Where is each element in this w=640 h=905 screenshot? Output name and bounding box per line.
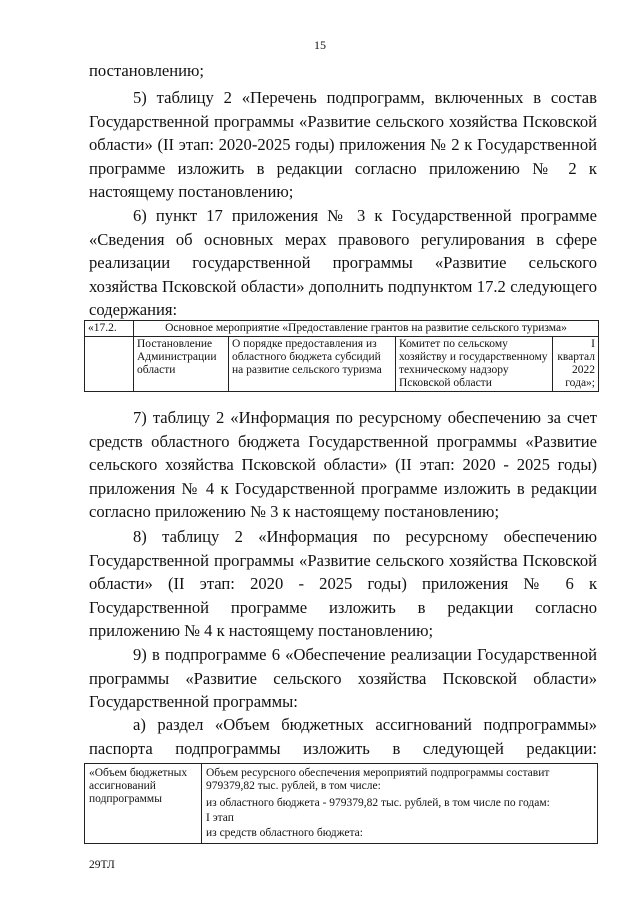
- paragraph-item-7: 7) таблицу 2 «Информация по ресурсному обеспечению за счет средств областного бюджета Государственной программы «Развитие сельского хозяйства Псковской области» (II этап: 2020 - 2025 годы) приложения № 4 к Государственной программе изложить в редакции согласно приложению № 3 к настоящему постановлению;: [89, 408, 597, 521]
- budget-table: [84, 763, 598, 844]
- paragraph-item-9: 9) в подпрограмме 6 «Обеспечение реализации Государственной программы «Развитие сельского хозяйства Псковской области» Государственной программы:: [89, 645, 597, 711]
- budget-source-line: из средств областного бюджета:: [206, 827, 363, 839]
- table-row: [85, 321, 599, 337]
- footer-code: 29ТЛ: [89, 859, 115, 871]
- act-subject-cell: О порядке предоставления из областного бюджета субсидий на развитие сельского туризма: [229, 337, 396, 392]
- paragraph-item-6: 6) пункт 17 приложения № 3 к Государственной программе «Сведения об основных мерах правового регулирования в сфере реализации государственной программы «Развитие сельского хозяйства Псковской области» дополнить подпунктом 17.2 следующего содержания:: [89, 206, 597, 319]
- paragraph-item-8: 8) таблицу 2 «Информация по ресурсному обеспечению Государственной программы «Развитие сельского хозяйства Псковской области» (II этап: 2020 - 2025 годы) приложения № 6 к Государственной программе изложить в редакции согласно приложению № 4 к настоящему постановлению;: [89, 527, 597, 640]
- table-row: [85, 337, 599, 392]
- page-number: 15: [314, 38, 326, 52]
- main-event-header-cell: Основное мероприятие «Предоставление грантов на развитие сельского туризма»: [134, 321, 599, 337]
- act-type-cell: Постановление Администрации области: [134, 337, 229, 392]
- paragraph-item-5: 5) таблицу 2 «Перечень подпрограмм, включенных в состав Государственной программы «Развитие сельского хозяйства Псковской области» (II этап: 2020-2025 годы) приложения № 2 к Государственной программе изложить в редакции согласно приложению № 2 к настоящему постановлению;: [89, 88, 597, 201]
- budget-stage-line: I этап: [206, 812, 234, 824]
- empty-cell: [85, 337, 134, 392]
- executor-cell: Комитет по сельскому хозяйству и государственному техническому надзору Псковской области: [396, 337, 553, 392]
- budget-content-cell: [202, 764, 598, 844]
- budget-total-line: Объем ресурсного обеспечения мероприятий подпрограммы составит 979379,82 тыс. рублей, в том числе:: [206, 767, 550, 792]
- budget-label-cell: «Объем бюджетных ассигнований подпрограммы: [85, 764, 202, 844]
- paragraph-continuation: постановлению;: [89, 61, 204, 80]
- deadline-cell: I квартал 2022 года»;: [553, 337, 599, 392]
- regulation-table: [84, 320, 599, 392]
- budget-regional-line: из областного бюджета - 979379,82 тыс. рублей, в том числе по годам:: [206, 797, 550, 809]
- paragraph-item-a: а) раздел «Объем бюджетных ассигнований подпрограммы» паспорта подпрограммы изложить в следующей редакции:: [89, 715, 597, 758]
- table-row: [85, 764, 598, 844]
- item-number-cell: «17.2.: [85, 321, 134, 337]
